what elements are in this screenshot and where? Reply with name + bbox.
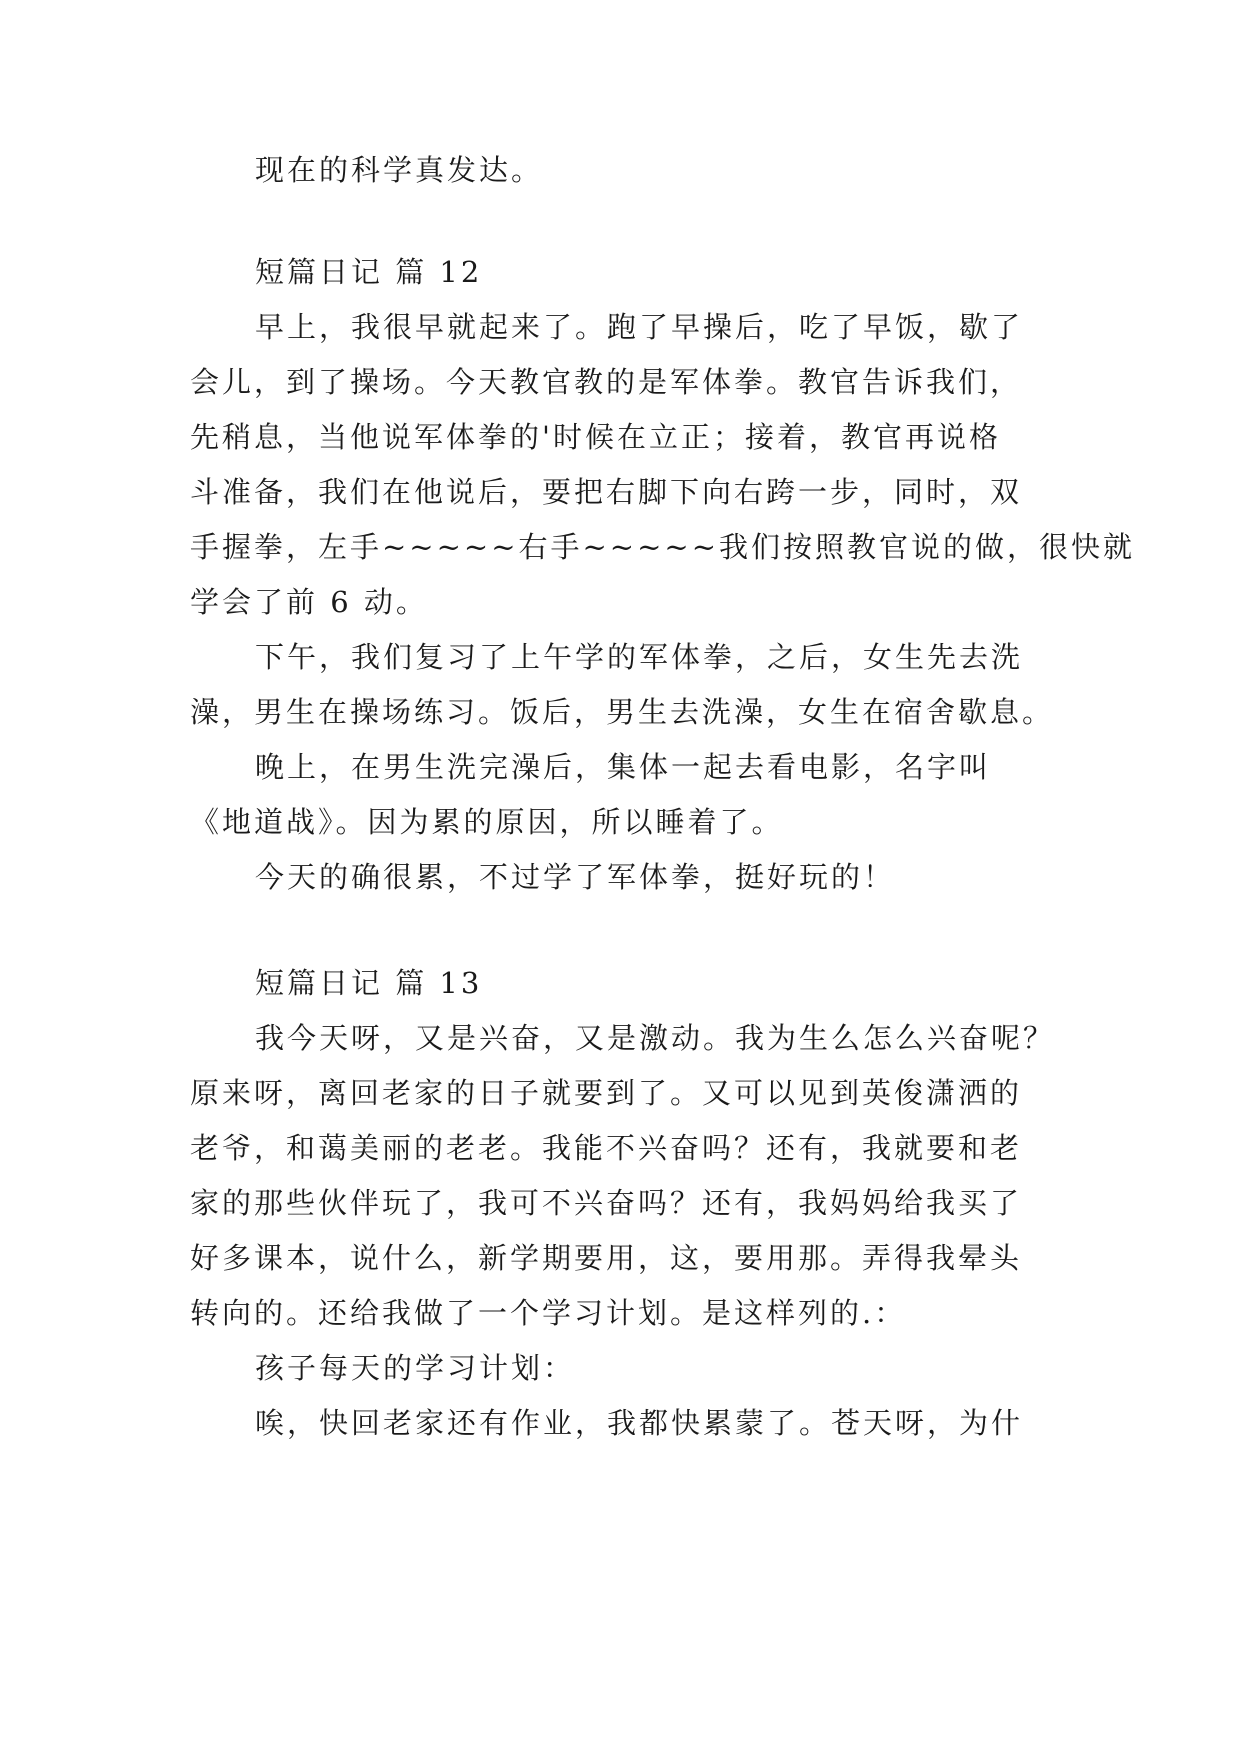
paragraph-line: 手握拳，左手~~~~~右手~~~~~我们按照教官说的做，很快就 — [190, 530, 1135, 564]
paragraph-line: 老爷，和蔼美丽的老老。我能不兴奋吗？还有，我就要和老 — [190, 1131, 1023, 1165]
paragraph-line: 早上，我很早就起来了。跑了早操后，吃了早饭，歇了 — [255, 310, 1024, 344]
paragraph-line: 《地道战》。因为累的原因，所以睡着了。 — [190, 805, 784, 839]
paragraph-line: 我今天呀，又是兴奋，又是激动。我为生么怎么兴奋呢？ — [255, 1021, 1056, 1055]
paragraph-line: 现在的科学真发达。 — [255, 153, 544, 187]
paragraph-line: 好多课本，说什么，新学期要用，这，要用那。弄得我晕头 — [190, 1241, 1023, 1275]
paragraph-line: 原来呀，离回老家的日子就要到了。又可以见到英俊潇洒的 — [190, 1076, 1023, 1110]
paragraph-line: 斗准备，我们在他说后，要把右脚下向右跨一步，同时，双 — [190, 475, 1023, 509]
paragraph-line: 家的那些伙伴玩了，我可不兴奋吗？还有，我妈妈给我买了 — [190, 1186, 1023, 1220]
paragraph-line: 转向的。还给我做了一个学习计划。是这样列的.： — [190, 1296, 907, 1330]
paragraph-line: 晚上，在男生洗完澡后，集体一起去看电影，名字叫 — [255, 750, 992, 784]
paragraph-line: 澡，男生在操场练习。饭后，男生去洗澡，女生在宿舍歇息。 — [190, 695, 1055, 729]
paragraph-line: 会儿，到了操场。今天教官教的是军体拳。教官告诉我们， — [190, 365, 1023, 399]
paragraph-line: 孩子每天的学习计划： — [255, 1351, 576, 1385]
paragraph-line: 今天的确很累，不过学了军体拳，挺好玩的！ — [255, 860, 896, 894]
section-heading-12: 短篇日记 篇 12 — [255, 255, 483, 289]
paragraph-line: 唉，快回老家还有作业，我都快累蒙了。苍天呀，为什 — [255, 1406, 1024, 1440]
paragraph-line: 学会了前 6 动。 — [190, 585, 428, 619]
paragraph-line: 下午，我们复习了上午学的军体拳，之后，女生先去洗 — [255, 640, 1024, 674]
paragraph-line: 先稍息，当他说军体拳的'时候在立正；接着，教官再说格 — [190, 420, 1001, 454]
section-heading-13: 短篇日记 篇 13 — [255, 966, 483, 1000]
